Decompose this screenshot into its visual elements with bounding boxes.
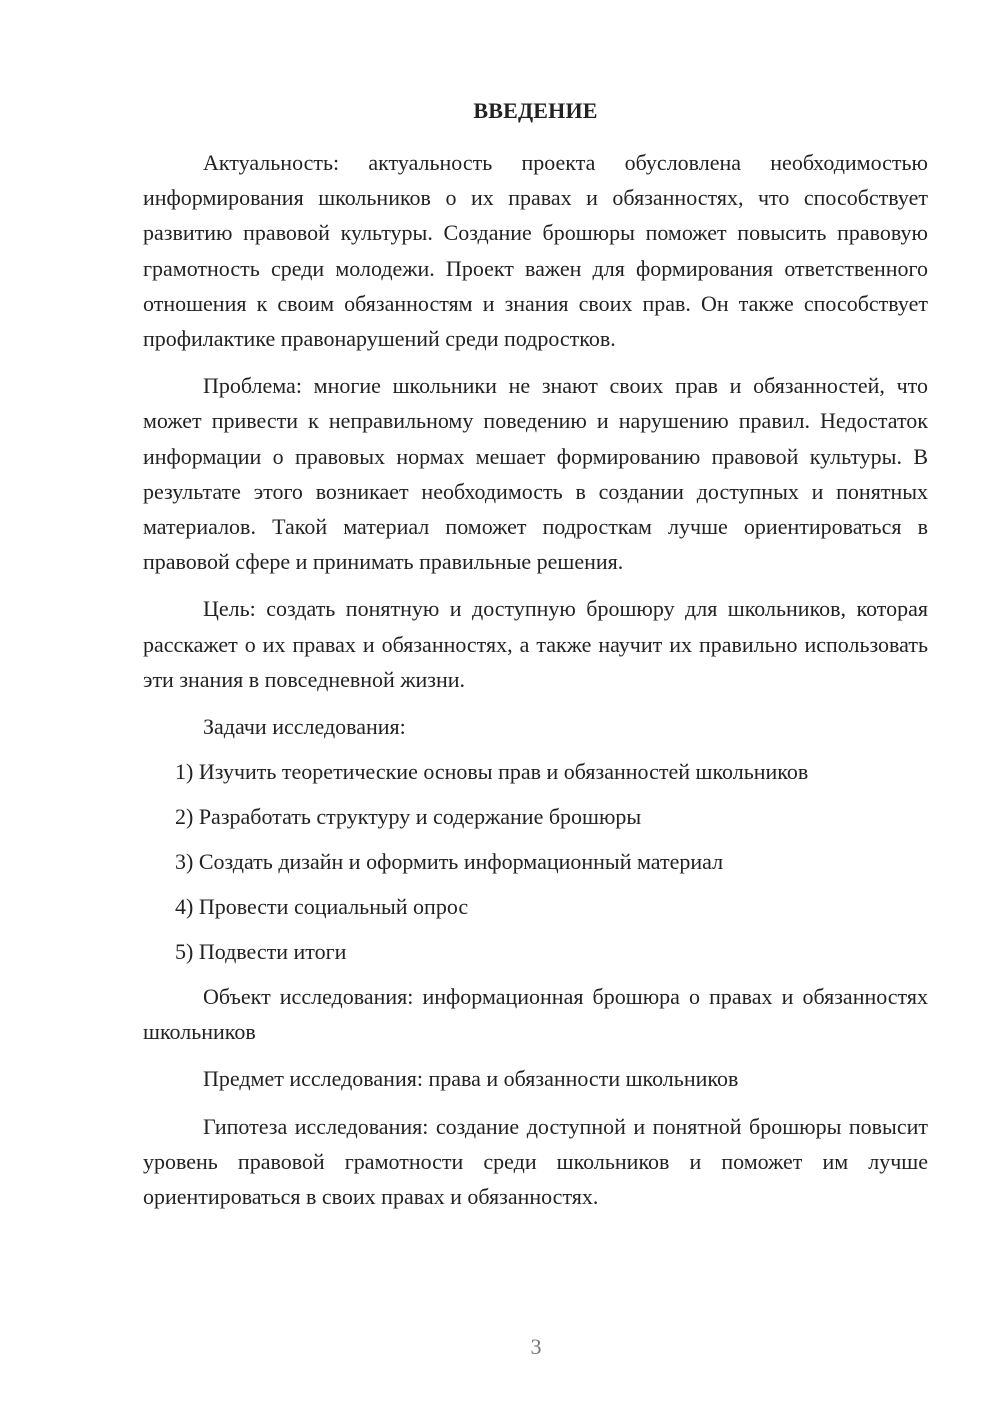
task-item: 2) Разработать структуру и содержание брошюры [175,804,642,830]
problem-paragraph: Проблема: многие школьники не знают своих прав и обязанностей, что может привести к неправильному поведению и нарушению правил. Недостаток информации о правовых нормах мешает формированию правовой культуры. В результате этого возникает необходимость в создании доступных и понятных материалов. Такой материал поможет подросткам лучше ориентироваться в правовой сфере и принимать правильные решения. [143,373,928,575]
goal-paragraph: Цель: создать понятную и доступную брошюру для школьников, которая расскажет о их правах и обязанностях, а также научит их правильно использовать эти знания в повседневной жизни. [143,596,928,692]
task-item: 4) Провести социальный опрос [175,894,469,920]
page-number: 3 [530,1334,542,1359]
subject-paragraph: Предмет исследования: права и обязанности школьников [203,1066,739,1092]
tasks-heading: Задачи исследования: [203,714,406,740]
page-content [143,96,928,1226]
object-paragraph: Объект исследования: информационная брошюра о правах и обязанностях школьников [143,984,928,1045]
tasks-list [143,754,928,969]
page-title: ВВЕДЕНИЕ [473,98,598,123]
task-item: 1) Изучить теоретические основы прав и обязанностей школьников [175,759,809,785]
hypothesis-paragraph: Гипотеза исследования: создание доступной и понятной брошюры повысит уровень правовой грамотности среди школьников и поможет им лучше ориентироваться в своих правах и обязанностях. [143,1113,928,1210]
relevance-paragraph: Актуальность: актуальность проекта обусловлена необходимостью информирования школьников о их правах и обязанностях, что способствует развитию правовой культуры. Создание брошюры поможет повысить правовую грамотность среди молодежи. Проект важен для формирования ответственного отношения к своим обязанностям и знания своих прав. Он также способствует профилактике правонарушений среди подростков. [143,150,928,352]
task-item: 3) Создать дизайн и оформить информационный материал [175,849,724,875]
task-item: 5) Подвести итоги [175,939,347,965]
